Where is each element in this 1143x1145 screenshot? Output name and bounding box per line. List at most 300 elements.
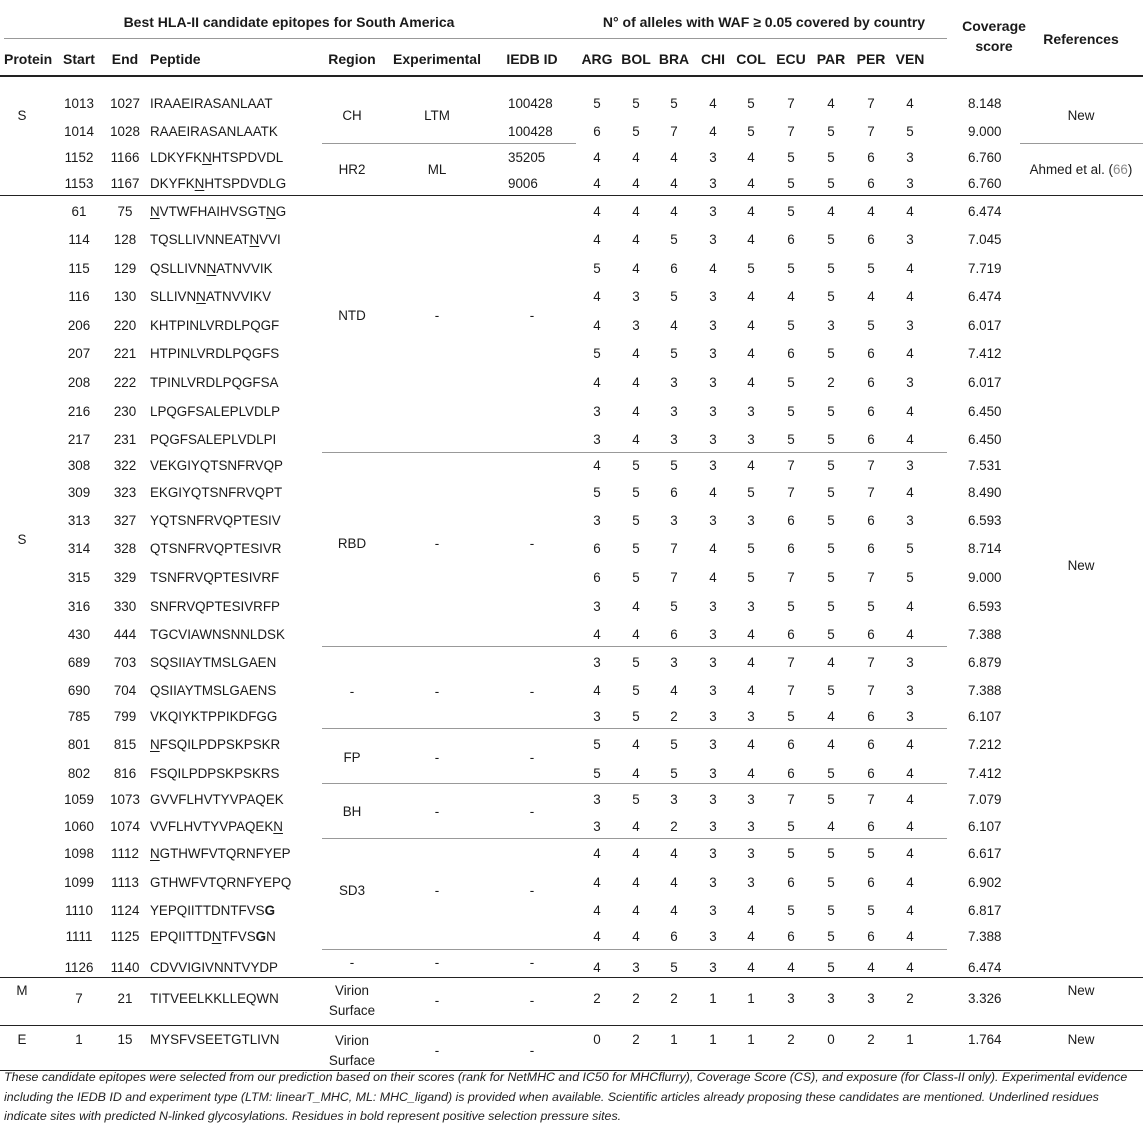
cell-count-ecu: 5 xyxy=(787,846,795,861)
cell-count-ecu: 7 xyxy=(787,485,795,500)
cell-start: 61 xyxy=(71,204,87,219)
cell-end: 21 xyxy=(117,991,133,1006)
cell-coverage: 6.879 xyxy=(968,655,1002,670)
cell-count-arg: 2 xyxy=(593,991,601,1006)
cell-count-col: 4 xyxy=(747,960,755,975)
cell-peptide xyxy=(150,404,280,419)
header-col-col: COL xyxy=(736,51,766,67)
selection-residue: G xyxy=(255,929,267,944)
cell-count-bol: 4 xyxy=(632,204,640,219)
cell-count-ven: 3 xyxy=(906,375,914,390)
header-references: References xyxy=(1043,31,1119,47)
cell-end: 328 xyxy=(113,541,137,556)
cell-count-col: 4 xyxy=(747,737,755,752)
cell-peptide xyxy=(150,819,283,834)
cell-count-bol: 2 xyxy=(632,1032,640,1047)
cell-coverage: 7.212 xyxy=(968,737,1002,752)
cell-peptide xyxy=(150,683,276,698)
cell-count-ven: 3 xyxy=(906,232,914,247)
cell-count-ecu: 5 xyxy=(787,204,795,219)
cell-reference: New xyxy=(1067,558,1095,573)
peptide-segment: ATNVVIK xyxy=(216,261,273,276)
cell-start: 801 xyxy=(67,737,91,752)
cell-iedb: 35205 xyxy=(508,150,546,165)
cell-count-arg: 5 xyxy=(593,485,601,500)
cell-count-bra: 2 xyxy=(670,991,678,1006)
cell-count-arg: 4 xyxy=(593,458,601,473)
cell-experimental: - xyxy=(434,883,440,898)
header-col-iedbid: IEDB ID xyxy=(506,51,558,67)
cell-count-per: 6 xyxy=(867,346,875,361)
cell-end: 330 xyxy=(113,599,137,614)
cell-end: 323 xyxy=(113,485,137,500)
header-col-experimental: Experimental xyxy=(393,51,481,67)
cell-count-col: 3 xyxy=(747,513,755,528)
glycosylation-residue: N xyxy=(273,819,283,834)
cell-peptide xyxy=(150,261,273,276)
cell-count-bol: 5 xyxy=(632,485,640,500)
cell-peptide xyxy=(150,176,286,191)
glycosylation-residue: N xyxy=(150,737,160,752)
reference-link[interactable]: 66 xyxy=(1112,162,1128,177)
cell-count-ecu: 6 xyxy=(787,346,795,361)
peptide-segment: GVVFLHVTYVPAQEK xyxy=(150,792,284,807)
table-rule xyxy=(0,977,1143,978)
cell-reference: New xyxy=(1067,983,1095,998)
cell-count-par: 5 xyxy=(827,432,835,447)
cell-count-col: 3 xyxy=(747,709,755,724)
peptide-segment: LPQGFSALEPLVDLP xyxy=(150,404,280,419)
glycosylation-residue: N xyxy=(196,289,206,304)
peptide-segment: GTHWFVTQRNFYEP xyxy=(159,846,291,861)
cell-count-arg: 4 xyxy=(593,204,601,219)
cell-iedb: - xyxy=(529,684,535,699)
cell-peptide xyxy=(150,96,273,111)
header-col-par: PAR xyxy=(816,51,846,67)
cell-count-arg: 3 xyxy=(593,819,601,834)
table-rule xyxy=(576,783,947,784)
cell-region: CH xyxy=(342,108,362,123)
cell-count-par: 4 xyxy=(827,737,835,752)
table-rule xyxy=(322,949,576,950)
cell-count-per: 6 xyxy=(867,875,875,890)
peptide-segment: MYSFVSEETGTLIVN xyxy=(150,1032,280,1047)
cell-start: 1098 xyxy=(64,846,94,861)
cell-experimental: - xyxy=(434,308,440,323)
cell-iedb: - xyxy=(529,1043,535,1058)
cell-count-ven: 3 xyxy=(906,150,914,165)
cell-start: 1126 xyxy=(64,960,94,975)
cell-iedb: - xyxy=(529,308,535,323)
glycosylation-residue: N xyxy=(150,204,160,219)
cell-count-col: 4 xyxy=(747,655,755,670)
table-rule xyxy=(0,195,1143,196)
cell-iedb: - xyxy=(529,750,535,765)
cell-peptide xyxy=(150,846,291,861)
cell-count-par: 5 xyxy=(827,176,835,191)
cell-count-ven: 2 xyxy=(906,991,914,1006)
peptide-segment: VKQIYKTPPIKDFGG xyxy=(150,709,278,724)
cell-count-arg: 5 xyxy=(593,737,601,752)
peptide-segment: HTPINLVRDLPQGFS xyxy=(150,346,280,361)
cell-count-ecu: 4 xyxy=(787,960,795,975)
cell-experimental: ML xyxy=(427,162,447,177)
cell-end: 15 xyxy=(117,1032,133,1047)
cell-count-par: 5 xyxy=(827,570,835,585)
cell-iedb: - xyxy=(529,804,535,819)
header-col-ven: VEN xyxy=(895,51,925,67)
cell-coverage: 6.474 xyxy=(968,204,1002,219)
cell-count-col: 4 xyxy=(747,289,755,304)
cell-count-col: 5 xyxy=(747,261,755,276)
cell-count-chi: 3 xyxy=(709,458,717,473)
cell-end: 1112 xyxy=(111,846,139,861)
cell-start: 315 xyxy=(67,570,91,585)
cell-region: Virion Surface xyxy=(328,983,376,1018)
cell-count-par: 5 xyxy=(827,346,835,361)
peptide-segment: YQTSNFRVQPTESIV xyxy=(150,513,281,528)
cell-end: 129 xyxy=(113,261,137,276)
cell-count-per: 6 xyxy=(867,150,875,165)
cell-count-ven: 4 xyxy=(906,766,914,781)
cell-count-par: 5 xyxy=(827,766,835,781)
cell-count-ven: 4 xyxy=(906,261,914,276)
cell-count-ecu: 5 xyxy=(787,709,795,724)
cell-count-arg: 4 xyxy=(593,289,601,304)
cell-count-col: 4 xyxy=(747,318,755,333)
cell-count-par: 5 xyxy=(827,627,835,642)
cell-count-per: 7 xyxy=(867,792,875,807)
cell-count-per: 6 xyxy=(867,929,875,944)
peptide-segment: QTSNFRVQPTESIVR xyxy=(150,541,282,556)
cell-count-bol: 3 xyxy=(632,960,640,975)
cell-count-ven: 4 xyxy=(906,627,914,642)
header-col-peptide: Peptide xyxy=(150,51,201,67)
table-rule xyxy=(4,38,576,39)
cell-count-bra: 7 xyxy=(670,570,678,585)
peptide-segment: TGCVIAWNSNNLDSK xyxy=(150,627,285,642)
cell-coverage: 6.017 xyxy=(968,375,1002,390)
cell-start: 1013 xyxy=(64,96,94,111)
cell-protein: M xyxy=(16,983,28,998)
peptide-segment: EKGIYQTSNFRVQPT xyxy=(150,485,283,500)
cell-count-chi: 3 xyxy=(709,627,717,642)
cell-experimental: - xyxy=(434,684,440,699)
cell-iedb: - xyxy=(529,993,535,1008)
cell-end: 1074 xyxy=(110,819,140,834)
header-col-bol: BOL xyxy=(621,51,651,67)
cell-count-chi: 4 xyxy=(709,570,717,585)
cell-count-col: 5 xyxy=(747,541,755,556)
cell-count-col: 5 xyxy=(747,96,755,111)
table-rule xyxy=(322,143,576,144)
table-rule xyxy=(576,452,947,453)
cell-count-bra: 2 xyxy=(670,819,678,834)
cell-count-ecu: 5 xyxy=(787,432,795,447)
table-rule xyxy=(322,728,576,729)
cell-coverage: 6.593 xyxy=(968,513,1002,528)
cell-peptide xyxy=(150,709,277,724)
cell-count-par: 5 xyxy=(827,124,835,139)
peptide-segment: VVI xyxy=(259,232,281,247)
cell-count-bol: 5 xyxy=(632,792,640,807)
cell-region: - xyxy=(349,684,355,699)
cell-start: 1014 xyxy=(64,124,94,139)
glycosylation-residue: N xyxy=(249,232,260,247)
cell-count-col: 3 xyxy=(747,819,755,834)
cell-count-par: 0 xyxy=(827,1032,835,1047)
cell-start: 206 xyxy=(67,318,91,333)
peptide-segment: SQSIIAYTMSLGAEN xyxy=(150,655,277,670)
cell-count-per: 6 xyxy=(867,404,875,419)
cell-end: 444 xyxy=(113,627,137,642)
cell-start: 1111 xyxy=(65,929,93,944)
cell-count-per: 6 xyxy=(867,432,875,447)
cell-region: SD3 xyxy=(338,883,366,898)
cell-count-chi: 3 xyxy=(709,846,717,861)
cell-start: 690 xyxy=(67,683,91,698)
peptide-segment: KHTPINLVRDLPQGF xyxy=(150,318,280,333)
cell-count-chi: 3 xyxy=(709,150,717,165)
cell-count-chi: 3 xyxy=(709,903,717,918)
cell-count-chi: 3 xyxy=(709,176,717,191)
cell-protein: S xyxy=(17,532,27,547)
cell-count-par: 2 xyxy=(827,375,835,390)
cell-count-col: 1 xyxy=(747,1032,755,1047)
cell-iedb: - xyxy=(529,883,535,898)
cell-count-bra: 4 xyxy=(670,204,678,219)
cell-end: 230 xyxy=(113,404,137,419)
cell-count-arg: 4 xyxy=(593,929,601,944)
cell-count-per: 6 xyxy=(867,737,875,752)
cell-experimental: - xyxy=(434,955,440,970)
cell-count-chi: 4 xyxy=(709,261,717,276)
cell-coverage: 6.017 xyxy=(968,318,1002,333)
cell-count-par: 5 xyxy=(827,792,835,807)
cell-count-bol: 3 xyxy=(632,318,640,333)
cell-count-bol: 4 xyxy=(632,404,640,419)
table-rule xyxy=(576,728,947,729)
cell-iedb: - xyxy=(529,536,535,551)
cell-count-arg: 4 xyxy=(593,150,601,165)
cell-count-col: 4 xyxy=(747,766,755,781)
cell-start: 116 xyxy=(68,289,90,304)
cell-start: 114 xyxy=(68,232,90,247)
header-col-chi: CHI xyxy=(700,51,726,67)
cell-count-ven: 5 xyxy=(906,124,914,139)
cell-count-per: 4 xyxy=(867,204,875,219)
cell-experimental: - xyxy=(434,804,440,819)
cell-count-bol: 4 xyxy=(632,627,640,642)
peptide-segment: TFVS xyxy=(221,929,256,944)
cell-count-par: 5 xyxy=(827,846,835,861)
peptide-segment: TSNFRVQPTESIVRF xyxy=(150,570,280,585)
cell-count-ven: 4 xyxy=(906,346,914,361)
cell-coverage: 7.531 xyxy=(968,458,1002,473)
cell-count-col: 4 xyxy=(747,458,755,473)
cell-end: 1124 xyxy=(110,903,140,918)
cell-count-chi: 3 xyxy=(709,513,717,528)
cell-count-bol: 4 xyxy=(632,903,640,918)
peptide-segment: CDVVIGIVNNTVYDP xyxy=(150,960,278,975)
peptide-segment: DKYFK xyxy=(150,176,195,191)
cell-end: 222 xyxy=(113,375,137,390)
cell-count-par: 4 xyxy=(827,96,835,111)
cell-count-bra: 4 xyxy=(670,150,678,165)
cell-count-ecu: 5 xyxy=(787,819,795,834)
cell-count-arg: 6 xyxy=(593,124,601,139)
cell-count-chi: 3 xyxy=(709,655,717,670)
cell-reference: New xyxy=(1067,108,1095,123)
cell-end: 75 xyxy=(117,204,133,219)
cell-experimental: - xyxy=(434,750,440,765)
cell-count-arg: 3 xyxy=(593,709,601,724)
cell-count-per: 7 xyxy=(867,683,875,698)
cell-coverage: 6.817 xyxy=(968,903,1002,918)
cell-coverage: 7.388 xyxy=(968,627,1002,642)
cell-coverage: 7.079 xyxy=(968,792,1002,807)
cell-count-chi: 3 xyxy=(709,792,717,807)
cell-count-ven: 4 xyxy=(906,96,914,111)
cell-count-ven: 4 xyxy=(906,903,914,918)
peptide-segment: FSQILPDPSKPSKR xyxy=(159,737,281,752)
cell-count-bol: 5 xyxy=(632,513,640,528)
cell-count-ecu: 6 xyxy=(787,541,795,556)
cell-count-per: 6 xyxy=(867,232,875,247)
header-coverage: Coverage xyxy=(962,18,1026,34)
cell-count-par: 5 xyxy=(827,929,835,944)
glycosylation-residue: N xyxy=(202,150,212,165)
cell-count-arg: 3 xyxy=(593,432,601,447)
cell-count-ven: 3 xyxy=(906,709,914,724)
cell-end: 1167 xyxy=(110,176,140,191)
cell-coverage: 7.388 xyxy=(968,929,1002,944)
cell-end: 1140 xyxy=(110,960,140,975)
cell-count-arg: 6 xyxy=(593,541,601,556)
cell-count-bra: 6 xyxy=(670,485,678,500)
cell-count-ven: 5 xyxy=(906,541,914,556)
cell-count-per: 7 xyxy=(867,124,875,139)
cell-end: 329 xyxy=(113,570,137,585)
peptide-segment: G xyxy=(275,204,287,219)
cell-count-chi: 3 xyxy=(709,232,717,247)
cell-count-per: 5 xyxy=(867,903,875,918)
cell-count-per: 7 xyxy=(867,458,875,473)
cell-count-col: 1 xyxy=(747,991,755,1006)
cell-start: 430 xyxy=(67,627,91,642)
cell-count-ven: 3 xyxy=(906,318,914,333)
cell-count-par: 4 xyxy=(827,709,835,724)
cell-count-ecu: 5 xyxy=(787,176,795,191)
cell-count-bra: 1 xyxy=(670,1032,678,1047)
cell-count-bol: 4 xyxy=(632,819,640,834)
cell-count-per: 2 xyxy=(867,1032,875,1047)
cell-count-per: 7 xyxy=(867,485,875,500)
cell-count-col: 3 xyxy=(747,599,755,614)
cell-count-arg: 5 xyxy=(593,346,601,361)
cell-end: 327 xyxy=(113,513,137,528)
header-group-epitopes: Best HLA-II candidate epitopes for South America xyxy=(123,14,455,30)
cell-count-chi: 4 xyxy=(709,485,717,500)
cell-iedb: 9006 xyxy=(508,176,538,191)
cell-coverage: 6.617 xyxy=(968,846,1002,861)
cell-iedb: 100428 xyxy=(508,96,553,111)
cell-count-ven: 3 xyxy=(906,458,914,473)
cell-count-par: 5 xyxy=(827,875,835,890)
cell-region: HR2 xyxy=(338,162,366,177)
cell-peptide xyxy=(150,991,279,1006)
cell-peptide xyxy=(150,318,279,333)
header-group-alleles: N° of alleles with WAF ≥ 0.05 covered by country xyxy=(602,14,926,30)
table-rule xyxy=(576,646,947,647)
table-rule xyxy=(0,1025,1143,1026)
table-footnote: These candidate epitopes were selected from our prediction based on their scores (rank for NetMHC and IC50 for MHCflurry), Coverage Score (CS), and exposure (for Class-II only). Experimental evidence including the IEDB ID and experiment type (LTM: linearT_MHC, ML: MHC_ligand) is provided when available. Scientific articles already proposing these candidates are mentioned. Underlined residues indicate sites with predicted N-linked glycosylations. Residues in bold represent positive selection pressure sites. xyxy=(4,1070,1128,1123)
cell-region: RBD xyxy=(337,536,367,551)
cell-count-ven: 4 xyxy=(906,432,914,447)
header-col-region: Region xyxy=(328,51,376,67)
cell-coverage: 6.902 xyxy=(968,875,1002,890)
cell-start: 7 xyxy=(75,991,83,1006)
cell-peptide xyxy=(150,124,278,139)
cell-count-chi: 3 xyxy=(709,875,717,890)
peptide-segment: HTSPDVDL xyxy=(211,150,284,165)
cell-coverage: 6.474 xyxy=(968,960,1002,975)
cell-peptide xyxy=(150,655,276,670)
cell-count-bra: 5 xyxy=(670,737,678,752)
cell-count-ven: 4 xyxy=(906,485,914,500)
cell-count-arg: 4 xyxy=(593,960,601,975)
cell-count-chi: 3 xyxy=(709,960,717,975)
cell-reference: Ahmed et al. (66) xyxy=(1029,162,1133,177)
cell-region: Virion Surface xyxy=(328,1033,376,1068)
peptide-segment: TITVEELKKLLEQWN xyxy=(150,991,279,1006)
glycosylation-residue: N xyxy=(150,846,160,861)
cell-count-bra: 6 xyxy=(670,261,678,276)
cell-count-ecu: 2 xyxy=(787,1032,795,1047)
cell-count-bra: 4 xyxy=(670,318,678,333)
cell-count-bol: 4 xyxy=(632,261,640,276)
cell-count-per: 6 xyxy=(867,627,875,642)
cell-count-bra: 5 xyxy=(670,346,678,361)
peptide-segment: PQGFSALEPLVDLPI xyxy=(150,432,277,447)
cell-count-bol: 2 xyxy=(632,991,640,1006)
table-rule xyxy=(322,783,576,784)
cell-count-col: 3 xyxy=(747,404,755,419)
cell-count-ecu: 7 xyxy=(787,458,795,473)
cell-count-par: 5 xyxy=(827,289,835,304)
cell-count-bra: 3 xyxy=(670,404,678,419)
cell-start: 785 xyxy=(67,709,91,724)
cell-count-bra: 3 xyxy=(670,792,678,807)
cell-start: 314 xyxy=(67,541,91,556)
selection-residue: G xyxy=(264,903,275,918)
cell-peptide xyxy=(150,599,280,614)
cell-end: 128 xyxy=(113,232,137,247)
cell-count-ven: 4 xyxy=(906,792,914,807)
cell-count-bol: 4 xyxy=(632,766,640,781)
cell-count-ecu: 5 xyxy=(787,318,795,333)
glycosylation-residue: N xyxy=(206,261,217,276)
cell-count-bra: 4 xyxy=(670,176,678,191)
cell-count-par: 4 xyxy=(827,204,835,219)
table-rule xyxy=(322,838,576,839)
cell-count-ven: 4 xyxy=(906,737,914,752)
cell-count-bra: 6 xyxy=(670,627,678,642)
cell-count-per: 7 xyxy=(867,96,875,111)
cell-count-ecu: 6 xyxy=(787,737,795,752)
cell-peptide xyxy=(150,458,283,473)
table-rule xyxy=(1020,143,1143,144)
